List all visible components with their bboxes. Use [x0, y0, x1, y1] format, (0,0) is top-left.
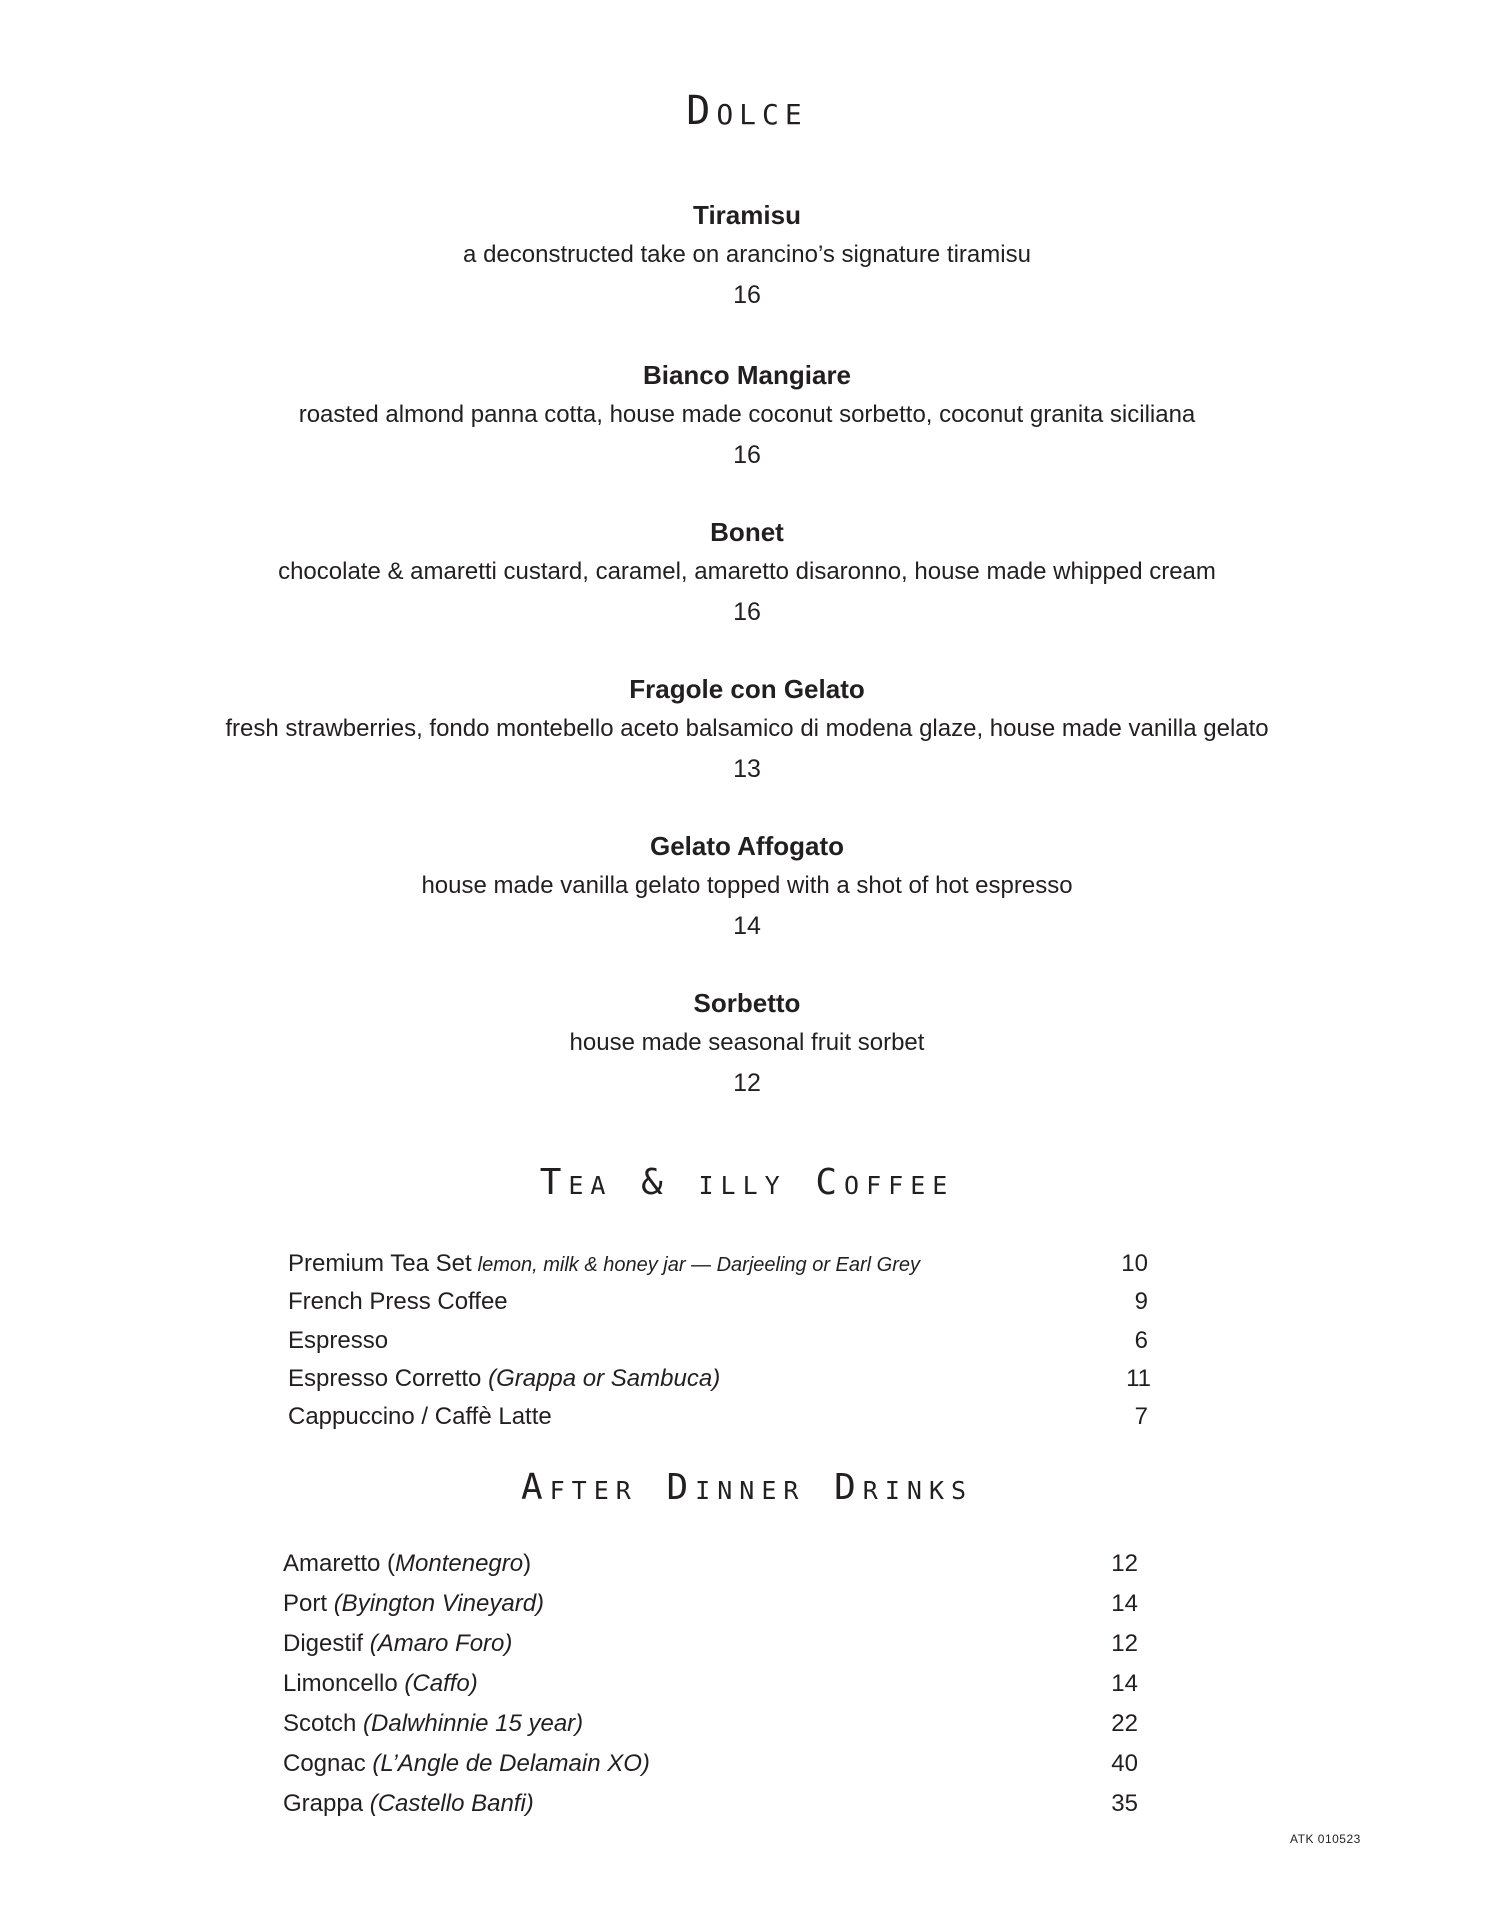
tea-coffee-row [288, 1360, 1178, 1398]
item-price: 35 [1111, 1790, 1138, 1817]
dessert-description: fresh strawberries, fondo montebello aceto balsamico di modena glaze, house made vanilla gelato [225, 715, 1269, 742]
item-note: (Amaro Foro) [369, 1630, 513, 1657]
dessert-name: Bonet [710, 517, 784, 547]
dessert-description: chocolate & amaretti custard, caramel, amaretto disaronno, house made whipped cream [278, 558, 1216, 585]
item-price: 12 [1111, 1630, 1138, 1657]
dessert-price: 16 [733, 441, 761, 469]
drink-row [283, 1665, 1173, 1703]
item-price: 40 [1111, 1750, 1138, 1777]
item-price: 14 [1111, 1590, 1138, 1617]
item-price: 22 [1111, 1710, 1138, 1737]
item-price: 10 [1121, 1250, 1148, 1277]
dessert-description: roasted almond panna cotta, house made coconut sorbetto, coconut granita siciliana [298, 401, 1196, 428]
item-price: 7 [1134, 1403, 1148, 1430]
item-price: 9 [1134, 1288, 1148, 1315]
drink-row [283, 1705, 1173, 1743]
item-price: 14 [1111, 1670, 1138, 1697]
item-note: (Grappa or Sambuca) [488, 1365, 721, 1392]
item-name: Amaretto ( [283, 1550, 396, 1577]
dessert-price: 16 [733, 598, 761, 626]
item-name: Premium Tea Set [288, 1250, 472, 1277]
dessert-name: Sorbetto [693, 988, 801, 1018]
item-price: 12 [1111, 1550, 1138, 1577]
item-note: (Castello Banfi) [369, 1790, 534, 1817]
dessert-description: a deconstructed take on arancino’s signature tiramisu [463, 241, 1031, 268]
dessert-item [0, 195, 1494, 315]
tea-coffee-row [288, 1283, 1178, 1321]
drink-row [283, 1585, 1173, 1623]
item-suffix: ) [523, 1550, 532, 1577]
drink-row [283, 1625, 1173, 1663]
item-note: (Byington Vineyard) [333, 1590, 545, 1617]
item-name: Grappa [283, 1790, 364, 1817]
section-title-after-dinner: After Dinner Drinks [520, 1467, 974, 1508]
dessert-name: Gelato Affogato [649, 831, 845, 861]
dessert-description: house made vanilla gelato topped with a shot of hot espresso [421, 872, 1073, 899]
dessert-item [0, 355, 1494, 475]
dessert-price: 14 [733, 912, 761, 940]
drink-row [283, 1545, 1173, 1583]
item-name: Scotch [283, 1710, 357, 1737]
item-price: 6 [1134, 1327, 1148, 1354]
item-name: Port [283, 1590, 328, 1617]
dessert-name: Fragole con Gelato [629, 674, 865, 704]
dessert-price: 12 [733, 1069, 761, 1097]
dessert-name: Tiramisu [693, 200, 801, 230]
item-name: French Press Coffee [288, 1288, 508, 1315]
tea-coffee-row [288, 1398, 1178, 1436]
tea-coffee-row [288, 1322, 1178, 1360]
dessert-item [0, 512, 1494, 632]
item-price: 11 [1126, 1365, 1151, 1392]
item-note: (L’Angle de Delamain XO) [372, 1750, 650, 1777]
dessert-item [0, 669, 1494, 789]
drink-row [283, 1785, 1173, 1823]
dessert-name: Bianco Mangiare [642, 360, 852, 390]
drink-row [283, 1745, 1173, 1783]
dessert-price: 16 [733, 281, 761, 309]
item-name: Cognac [283, 1750, 366, 1777]
item-name: Cappuccino / Caffè Latte [288, 1403, 552, 1430]
item-name: Limoncello [283, 1670, 398, 1697]
menu-code: ATK 010523 [1290, 1832, 1361, 1846]
dessert-description: house made seasonal fruit sorbet [569, 1029, 925, 1056]
item-name: Espresso [288, 1327, 389, 1354]
item-name: Digestif [283, 1630, 364, 1657]
dessert-price: 13 [733, 755, 761, 783]
item-note: Montenegro [395, 1550, 524, 1577]
dessert-item [0, 983, 1494, 1103]
dessert-item [0, 826, 1494, 946]
item-note: lemon, milk & honey jar — Darjeeling or Earl Grey [477, 1254, 921, 1276]
item-note: (Dalwhinnie 15 year) [363, 1710, 584, 1737]
section-title-dolce: Dolce [686, 88, 808, 134]
tea-coffee-row [288, 1245, 1178, 1283]
item-note: (Caffo) [404, 1670, 478, 1697]
section-title-tea-coffee: Tea & illy Coffee [539, 1162, 955, 1203]
item-name: Espresso Corretto [288, 1365, 482, 1392]
